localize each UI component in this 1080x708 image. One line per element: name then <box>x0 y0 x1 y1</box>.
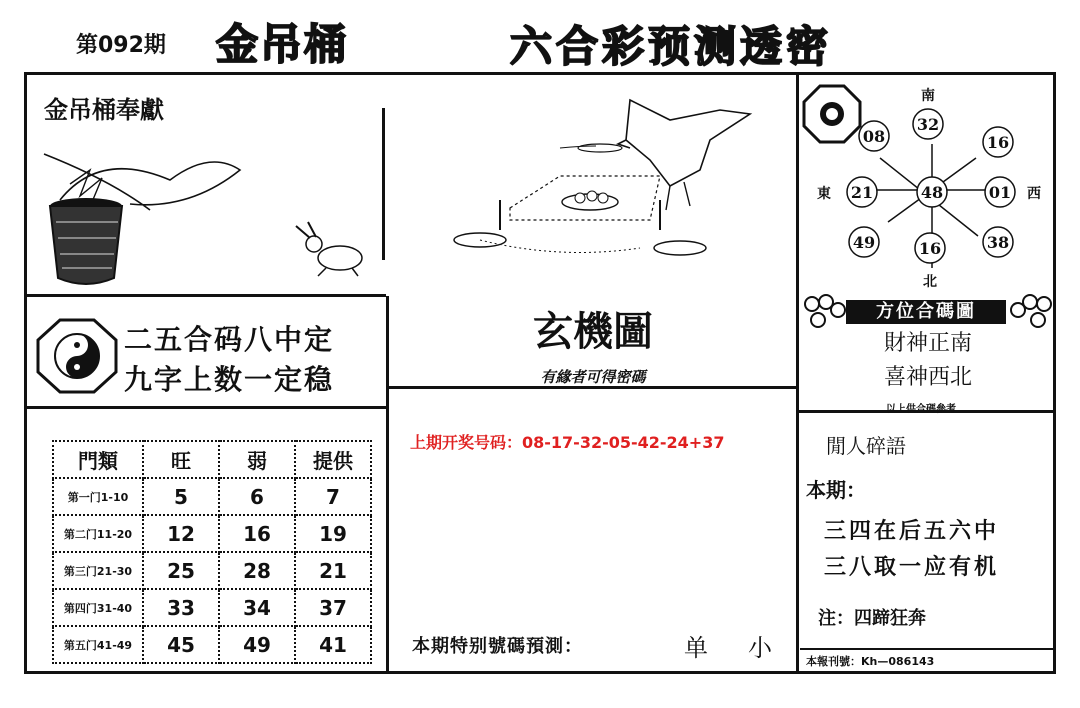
special-prediction-label: 本期特别號碼預測： <box>412 636 583 657</box>
doors-table <box>52 440 372 664</box>
bird-illustration <box>440 90 760 270</box>
compass-number: 21 <box>850 183 874 202</box>
header-provide: 提供 <box>295 441 371 478</box>
mystic-diagram-subtitle: 有緣者可得密碼 <box>540 368 646 386</box>
provide-value: 41 <box>295 626 371 663</box>
provide-value: 19 <box>295 515 371 552</box>
this-issue-label: 本期： <box>806 478 866 502</box>
divider-right <box>796 72 799 674</box>
yinyang-icon <box>36 318 118 394</box>
cloud-ornament-left-icon <box>802 294 848 330</box>
reference-note: 以上供合碼參考 <box>886 404 956 415</box>
slogan-line-1: 二五合码八中定 <box>124 323 335 356</box>
joy-god-direction: 喜神西北 <box>883 365 972 390</box>
weak-value: 6 <box>219 478 295 515</box>
verse-line-2: 三八取一应有机 <box>824 555 1000 580</box>
compass-number: 49 <box>852 233 876 252</box>
rabbit-icon <box>296 222 362 276</box>
provide-value: 7 <box>295 478 371 515</box>
direction-chart-title: 方位合碼圖 <box>846 300 1006 324</box>
weak-value: 34 <box>219 589 295 626</box>
header-strong: 旺 <box>143 441 219 478</box>
compass-number: 16 <box>986 133 1010 152</box>
special-prediction-single: 单 <box>684 634 708 662</box>
weak-value: 28 <box>219 552 295 589</box>
header-weak: 弱 <box>219 441 295 478</box>
door-label: 第二门11-20 <box>53 515 143 552</box>
paper-number: 本報刊號：Kh—086143 <box>806 655 935 668</box>
table-header-row <box>53 441 371 478</box>
header-door: 門類 <box>53 441 143 478</box>
issue-number: 第092期 <box>76 33 166 58</box>
strong-value: 25 <box>143 552 219 589</box>
slogan-line-2: 九字上数一定稳 <box>124 363 335 396</box>
table-row <box>53 552 371 589</box>
mystic-diagram-title: 玄機圖 <box>533 308 653 355</box>
special-prediction-small: 小 <box>748 634 772 662</box>
divider-right-2 <box>800 648 1056 650</box>
door-label: 第三门21-30 <box>53 552 143 589</box>
divider-left <box>386 296 389 674</box>
table-row <box>53 589 371 626</box>
door-label: 第四门31-40 <box>53 589 143 626</box>
direction-east: 東 <box>817 186 831 202</box>
verse-line-1: 三四在后五六中 <box>824 519 1000 544</box>
door-label: 第五门41-49 <box>53 626 143 663</box>
compass-number: 01 <box>988 183 1012 202</box>
headline-title: 六合彩预测透密 <box>510 22 833 71</box>
strong-value: 45 <box>143 626 219 663</box>
compass-number: 38 <box>986 233 1010 252</box>
table-row <box>53 626 371 663</box>
divider-left-upper <box>382 108 385 260</box>
divider-left-2 <box>24 406 386 409</box>
provide-value: 37 <box>295 589 371 626</box>
bagua-icon <box>804 86 860 142</box>
last-draw-numbers: 上期开奖号码：08-17-32-05-42-24+37 <box>410 433 725 452</box>
weak-value: 16 <box>219 515 295 552</box>
compass-number: 16 <box>918 239 942 258</box>
direction-west: 西 <box>1027 186 1041 202</box>
table-row <box>53 515 371 552</box>
direction-north: 北 <box>923 274 937 290</box>
idle-talk-title: 閒人碎語 <box>826 434 906 458</box>
door-label: 第一门1-10 <box>53 478 143 515</box>
cloud-ornament-right-icon <box>1008 294 1054 330</box>
bucket-illustration <box>40 140 380 290</box>
table-row <box>53 478 371 515</box>
compass-number: 32 <box>916 115 940 134</box>
compass-number: 08 <box>862 127 886 146</box>
wealth-god-direction: 財神正南 <box>883 331 972 356</box>
tribute-label: 金吊桶奉獻 <box>44 96 164 124</box>
brand-title: 金吊桶 <box>216 20 349 69</box>
strong-value: 5 <box>143 478 219 515</box>
divider-left-1 <box>24 294 386 297</box>
strong-value: 33 <box>143 589 219 626</box>
compass-number: 48 <box>920 183 944 202</box>
direction-compass <box>800 80 1056 292</box>
direction-south: 南 <box>921 88 935 104</box>
hint-note: 注：四蹄狂奔 <box>818 608 926 629</box>
provide-value: 21 <box>295 552 371 589</box>
weak-value: 49 <box>219 626 295 663</box>
strong-value: 12 <box>143 515 219 552</box>
